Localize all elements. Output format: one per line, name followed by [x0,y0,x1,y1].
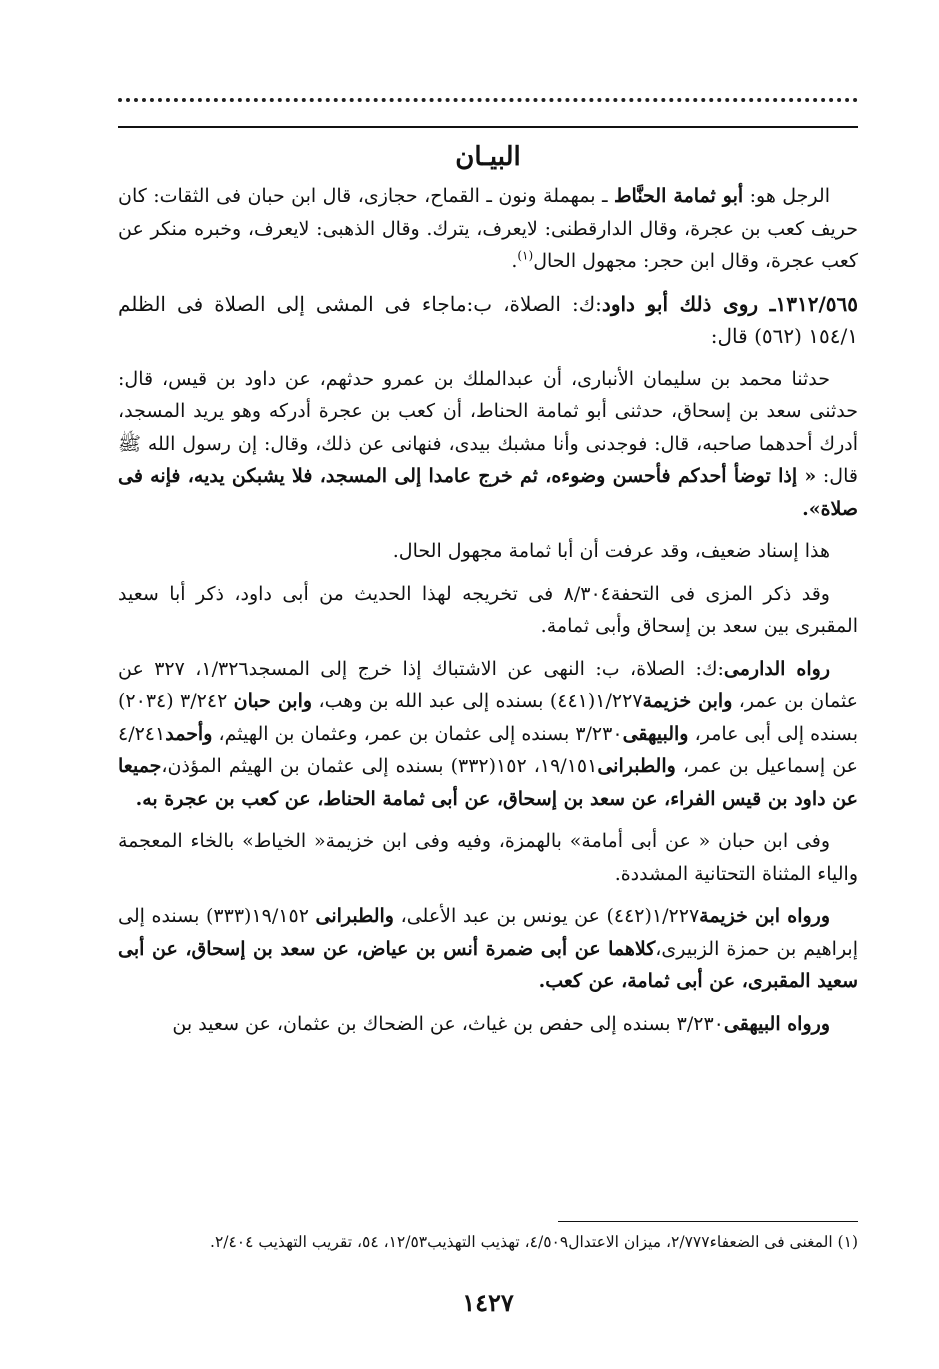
bold-run: والطبرانى [597,755,676,777]
text-run: ٤/٢٤١ عن إسماعيل بن عمر، [118,722,859,777]
bold-run: روى ذلك أبو داود [601,291,759,316]
footnote-reference[interactable]: (١) [517,248,534,263]
bold-run: رواه الدارمى [723,657,830,680]
bold-run: وأحمد [165,722,213,745]
text-run: ٣/٢٣٠ بسنده إلى عثمان بن عمر، وعثمان بن الهيثم، [212,722,623,745]
bold-run: والبيهقى [622,722,689,745]
text-run: ـ بمهملة ونون ـ القماح، حجازى، قال ابن حبان فى الثقات: كان حريف كعب بن عجرة، وقال الدارقطنى: لايعرف، يترك. وقال الذهبى: لايعرف، وخبره منكر عن كعب عجرة، وقال ابن حجر: مجهول الحال [118,185,858,272]
paragraph-mizzi-note [118,578,858,643]
text-run: ١/٢٢٧(٤٤٢) عن يونس بن عبد الأعلى، [393,905,700,927]
hadith-quote: « إذا توضأ أحدكم فأحسن وضوءه، ثم خرج عامدا إلى المسجد، فلا يشبكن يديه، فإنه فى صلاة». [118,465,858,520]
text-run: :ك: الصلاة، ب: النهى عن الاشتباك إذا خرج إلى المسجد١/٣٢٦، ٣٢٧ عن عثمان بن عمر، [118,657,859,712]
footnote: (١) المغنى فى الضعفاء٢/٧٧٧، ميزان الاعتدال٤/٥٠٩، تهذيب التهذيب١٢/٥٣، ٥٤، تقريب التهذيب ٢/٤٠٤. [210,1233,858,1251]
text-run: الرجل هو: [743,185,830,207]
paragraph-hadith-number [118,288,858,353]
paragraph-narrator-identity [118,180,858,278]
text-run: :ك: الصلاة، ب:ماجاء فى المشى إلى الصلاة فى الظلم ١٥٤/١ (٥٦٢) قال: [118,291,858,348]
main-text [118,180,858,1050]
paragraph-ibn-khuzayma-takhrij [118,900,858,998]
text-run: وفى ابن حبان « عن أبى أمامة» بالهمزة، وفيه وفى ابن خزيمة« الخياط» بالخاء المعجمة والياء المثناة التحتانية المشددة. [118,830,858,885]
bold-run: والطبرانى [315,905,394,927]
dotted-header-rule [118,98,858,118]
text-run: . [511,250,518,272]
text-run: ١٩/١٥١، ١٥٢(٣٣٢) بسنده إلى عثمان بن الهيثم المؤذن، [161,755,598,777]
page-number: ١٤٢٧ [462,1288,514,1317]
paragraph-isnad-grade [118,535,858,568]
book-page [118,88,858,1348]
text-run: حدثنا محمد بن سليمان الأنبارى، أن عبدالملك بن عمرو حدثهم، عن داود بن قيس، قال: حدثنى سعد بن إسحاق، حدثنى أبو ثمامة الحناط، أن كعب بن عجرة أدركه وهو يريد المسجد، أدرك أحدهما صاحبه، قال: فوجدنى وأنا مشبك بيدى، فنهانى عن ذلك، وقال: إن رسول الله ﷺ قال: [118,367,858,487]
text-run: ٣/٢٤٢ (٢٠٣٤) بسنده إلى أبى عامر، [118,690,858,745]
paragraph-bayhaqi-takhrij [118,1008,858,1041]
header-rule [118,126,858,128]
text-run: ١٩/١٥٢(٣٣٣) بسنده إلى إبراهيم بن حمزة الزبيرى، [118,905,859,960]
text-run: وقد ذكر المزى فى التحفة٨/٣٠٤ فى تخريجه لهذا الحديث من أبى داود، ذكر أبا سعيد المقبرى بين سعد بن إسحاق وأبى ثمامة. [118,582,858,637]
bold-run: وابن خزيمة [642,690,733,712]
bold-run: جميعا عن داود بن قيس الفراء، عن سعد بن إسحاق، عن أبى ثمامة الحناط، عن كعب بن عجرة به. [118,755,858,810]
bold-run: أبو ثمامة الحنَّاط [613,185,744,207]
text-run: هذا إسناد ضعيف، وقد عرفت أن أبا ثمامة مجهول الحال. [392,540,830,562]
bold-run: كلاهما عن أبى ضمرة أنس بن عياض، عن سعد بن إسحاق، عن أبى سعيد المقبرى، عن أبى ثمامة، عن كعب. [118,937,858,992]
text-run: ١/٢٢٧(٤٤١) بسنده إلى عبد الله بن وهب، [312,690,643,712]
bold-run: ورواه البيهقى [723,1012,830,1035]
text-run: ٣/٢٣٠ بسنده إلى حفص بن غياث، عن الضحاك بن عثمان، عن سعيد بن [172,1012,724,1035]
paragraph-hadith-text [118,363,858,526]
paragraph-darimi-takhrij [118,653,858,816]
section-title: البيـان [455,142,521,172]
bold-run: وابن حبان [233,690,313,712]
paragraph-ibn-hibban-note [118,825,858,890]
footnote-rule [558,1221,858,1222]
bold-run: ورواه ابن خزيمة [699,905,830,927]
hadith-number: ١٣١٢/٥٦٥ـ [758,291,858,316]
